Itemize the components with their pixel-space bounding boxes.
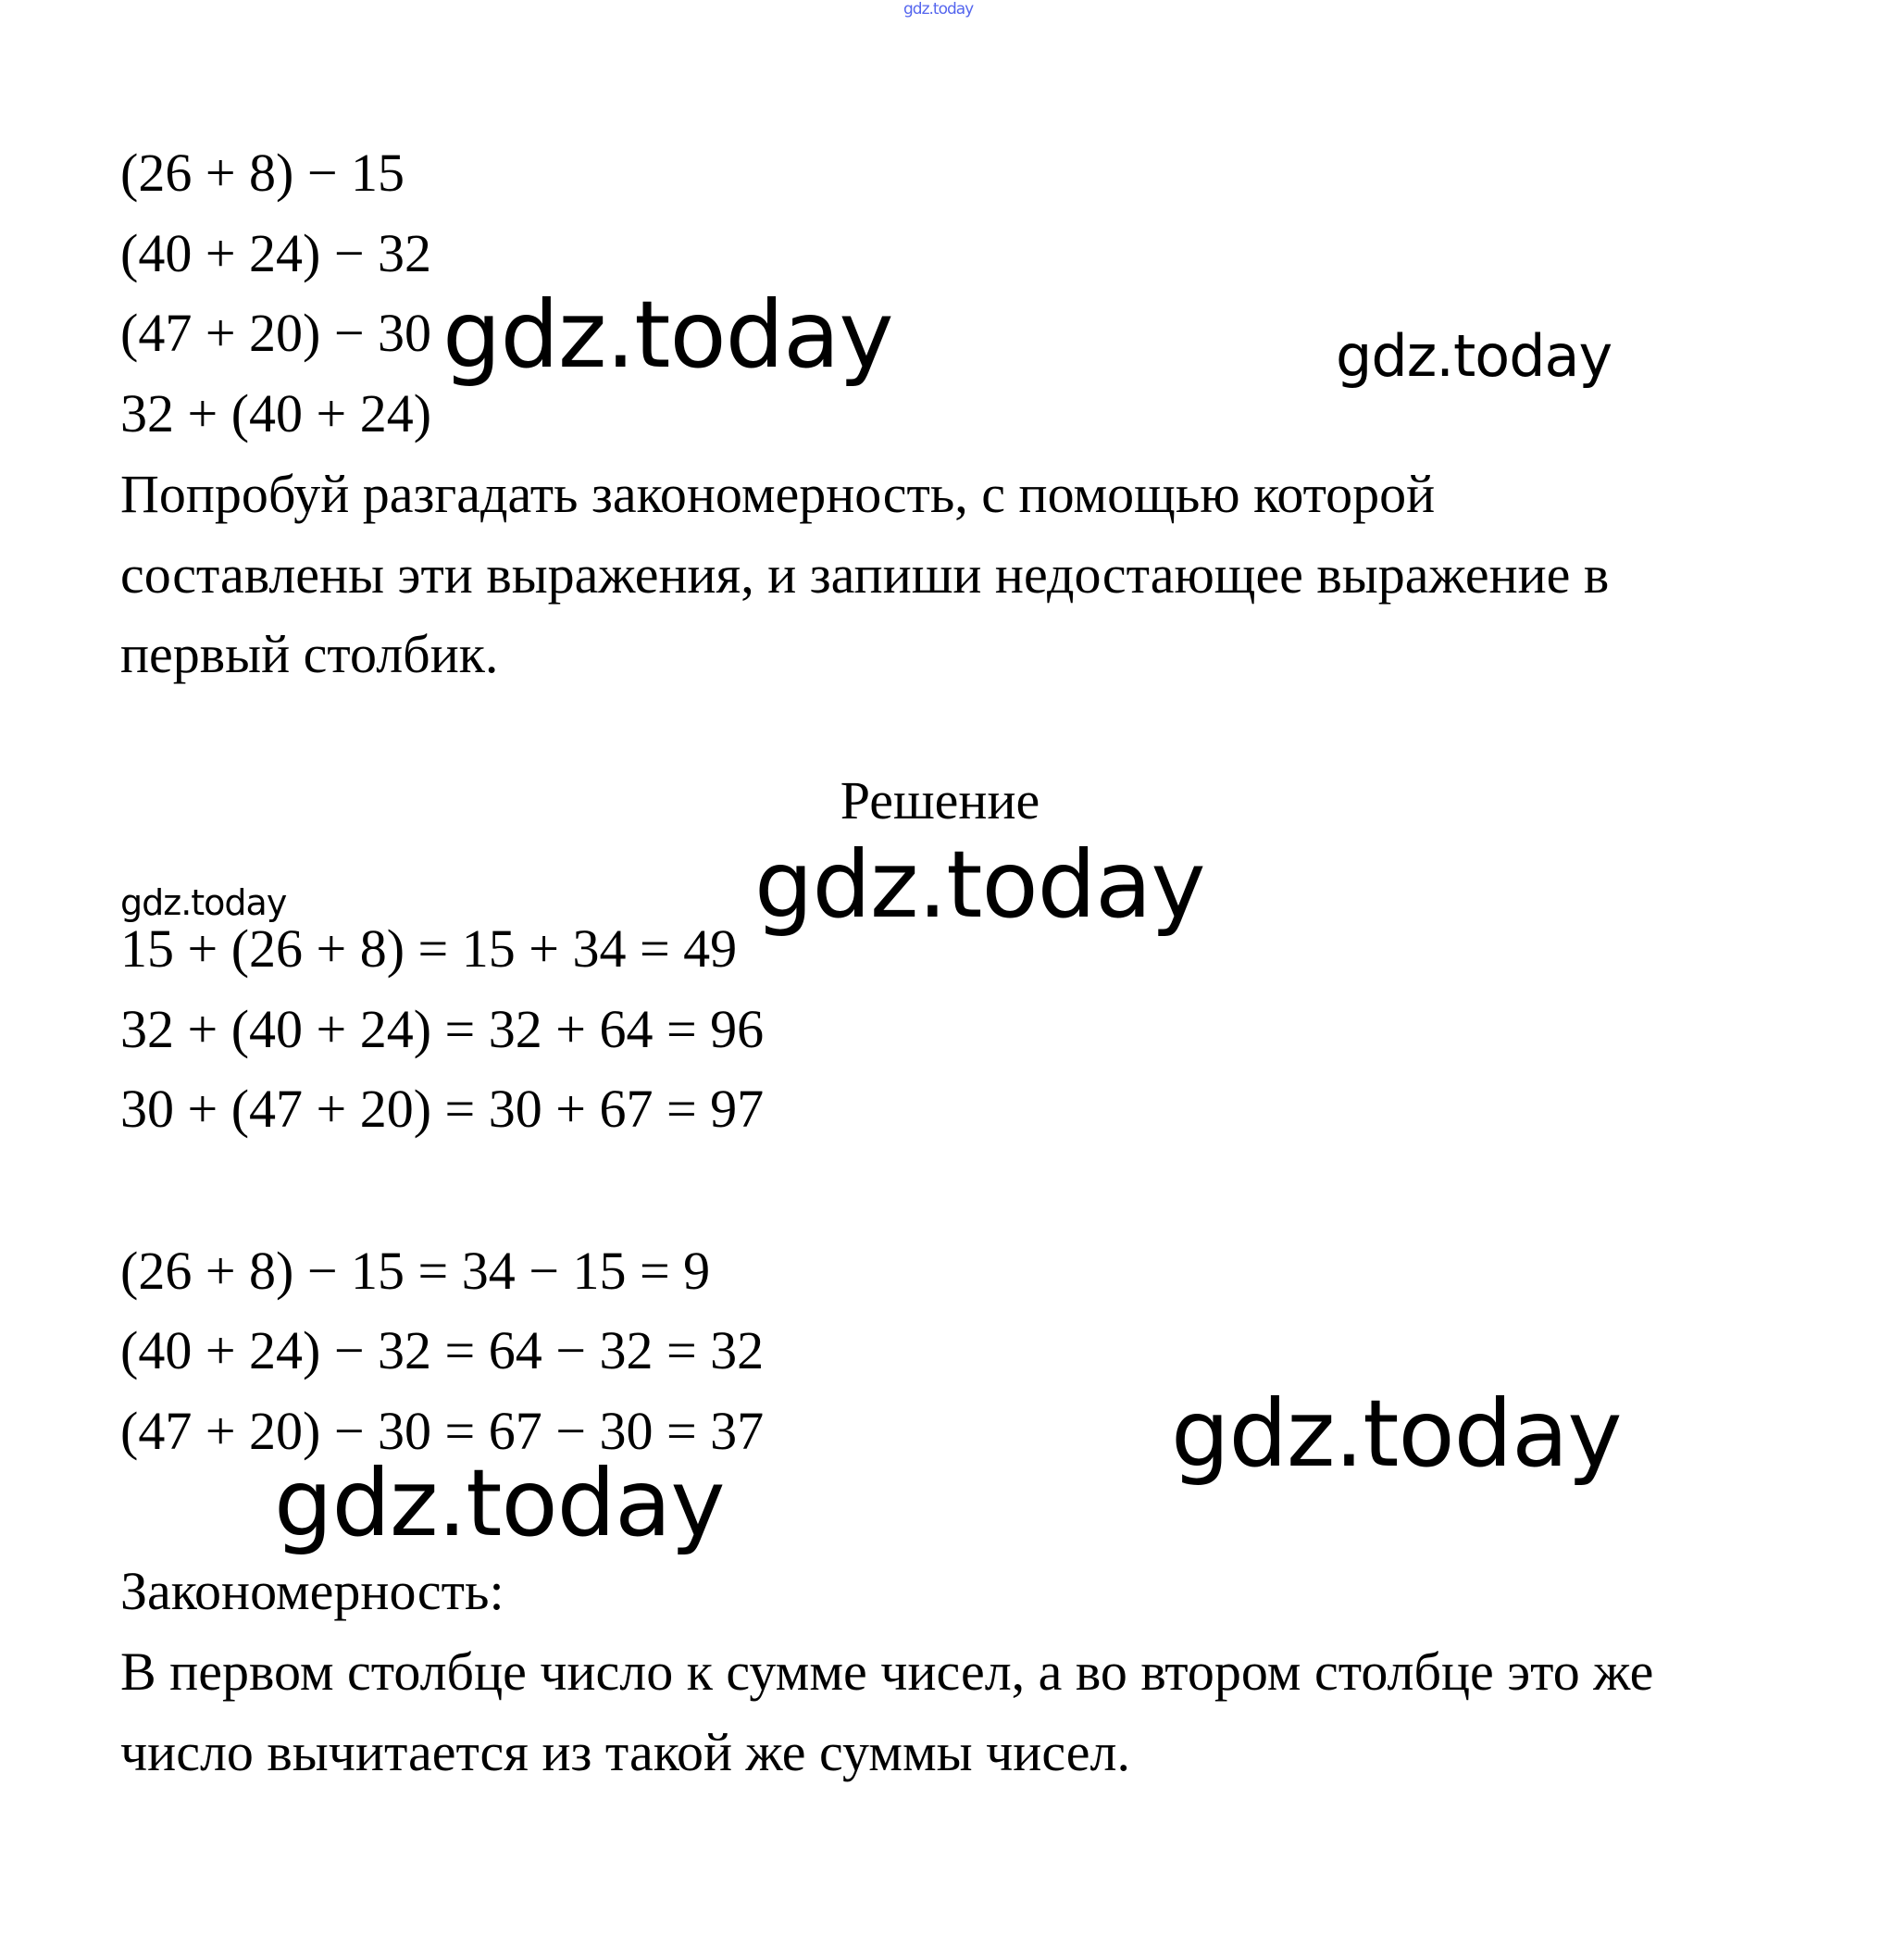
- task-expression-2: (40 + 24) − 32: [120, 223, 432, 283]
- watermark-top: gdz.today: [903, 0, 974, 19]
- watermark-1: gdz.today: [442, 281, 893, 389]
- task-instruction-line-2: составлены эти выражения, и запиши недостающее выражение в: [120, 544, 1610, 605]
- watermark-5: gdz.today: [1171, 1379, 1622, 1488]
- solution-sum-1: 15 + (26 + 8) = 15 + 34 = 49: [120, 918, 738, 979]
- watermark-6: gdz.today: [274, 1449, 725, 1557]
- watermark-3: gdz.today: [120, 882, 287, 923]
- solution-difference-1: (26 + 8) − 15 = 34 − 15 = 9: [120, 1241, 711, 1301]
- solution-sum-2: 32 + (40 + 24) = 32 + 64 = 96: [120, 999, 765, 1059]
- task-instruction-line-3: первый столбик.: [120, 624, 499, 684]
- watermark-4: gdz.today: [754, 830, 1205, 939]
- pattern-text-line-2: число вычитается из такой же суммы чисел.: [120, 1722, 1130, 1782]
- solution-heading: Решение: [840, 770, 1040, 830]
- task-expression-4: 32 + (40 + 24): [120, 383, 432, 443]
- watermark-2: gdz.today: [1336, 322, 1612, 390]
- task-expression-3: (47 + 20) − 30: [120, 303, 432, 363]
- solution-difference-3: (47 + 20) − 30 = 67 − 30 = 37: [120, 1401, 765, 1461]
- task-expression-1: (26 + 8) − 15: [120, 143, 405, 203]
- pattern-title: Закономерность:: [120, 1561, 504, 1621]
- pattern-text-line-1: В первом столбце число к сумме чисел, а во втором столбце это же: [120, 1642, 1654, 1702]
- solution-sum-3: 30 + (47 + 20) = 30 + 67 = 97: [120, 1079, 765, 1139]
- solution-difference-2: (40 + 24) − 32 = 64 − 32 = 32: [120, 1320, 765, 1380]
- task-instruction-line-1: Попробуй разгадать закономерность, с помощью которой: [120, 464, 1436, 524]
